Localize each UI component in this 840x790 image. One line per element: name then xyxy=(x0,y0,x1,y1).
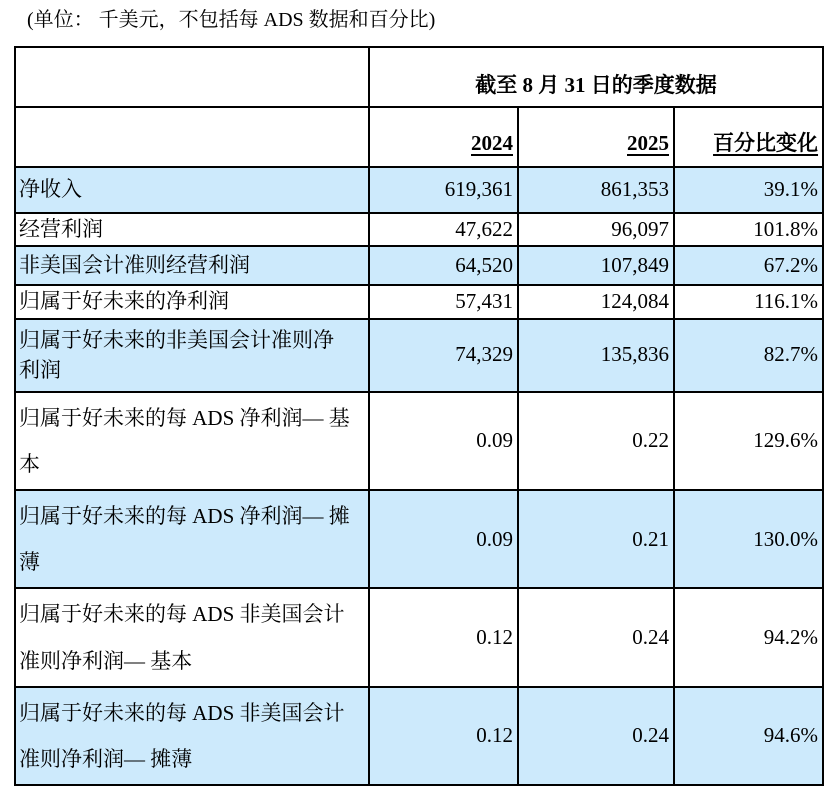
table-row-non-gaap-net-income-per-ads-diluted xyxy=(15,687,823,785)
value-2025: 135,836 xyxy=(518,319,674,392)
pct-change: 39.1% xyxy=(674,167,823,213)
column-header-pct-change xyxy=(674,107,823,167)
row-label: 归属于好未来的每 ADS 净利润— 摊薄 xyxy=(15,490,369,588)
row-label: 归属于好未来的净利润 xyxy=(15,285,369,318)
value-2025: 124,084 xyxy=(518,285,674,318)
value-2025: 861,353 xyxy=(518,167,674,213)
row-label: 经营利润 xyxy=(15,213,369,246)
value-2024: 619,361 xyxy=(369,167,518,213)
value-2024: 47,622 xyxy=(369,213,518,246)
value-2025: 0.24 xyxy=(518,588,674,686)
pct-change: 130.0% xyxy=(674,490,823,588)
pct-change: 82.7% xyxy=(674,319,823,392)
value-2025: 0.24 xyxy=(518,687,674,785)
table-row-operating-income xyxy=(15,213,823,246)
column-header-pct-change-label: 百分比变化 xyxy=(713,130,819,155)
row-label: 净收入 xyxy=(15,167,369,213)
pct-change: 129.6% xyxy=(674,392,823,490)
column-header-row xyxy=(15,107,823,167)
column-header-2025 xyxy=(518,107,674,167)
table-row-net-income xyxy=(15,285,823,318)
value-2025: 0.21 xyxy=(518,490,674,588)
row-label: 归属于好未来的每 ADS 非美国会计准则净利润— 基本 xyxy=(15,588,369,686)
column-header-2025-label: 2025 xyxy=(627,130,669,155)
row-label: 归属于好未来的非美国会计准则净利润 xyxy=(15,319,369,392)
period-header-row xyxy=(15,47,823,107)
pct-change: 94.2% xyxy=(674,588,823,686)
value-2025: 0.22 xyxy=(518,392,674,490)
value-2024: 0.09 xyxy=(369,490,518,588)
row-label: 归属于好未来的每 ADS 净利润— 基本 xyxy=(15,392,369,490)
quarterly-financial-table xyxy=(14,46,824,786)
column-header-2024 xyxy=(369,107,518,167)
table-row-net-revenues xyxy=(15,167,823,213)
value-2024: 64,520 xyxy=(369,246,518,285)
row-label: 归属于好未来的每 ADS 非美国会计准则净利润— 摊薄 xyxy=(15,687,369,785)
unit-note: (单位： 千美元，不包括每 ADS 数据和百分比) xyxy=(27,9,436,31)
table-row-net-income-per-ads-basic xyxy=(15,392,823,490)
pct-change: 116.1% xyxy=(674,285,823,318)
table-row-net-income-per-ads-diluted xyxy=(15,490,823,588)
pct-change: 67.2% xyxy=(674,246,823,285)
value-2024: 0.12 xyxy=(369,588,518,686)
value-2024: 0.12 xyxy=(369,687,518,785)
table-row-non-gaap-net-income xyxy=(15,319,823,392)
pct-change: 101.8% xyxy=(674,213,823,246)
table-row-non-gaap-operating-income xyxy=(15,246,823,285)
header-blank-cell xyxy=(15,47,369,107)
period-header: 截至 8 月 31 日的季度数据 xyxy=(369,47,823,107)
header-blank-cell xyxy=(15,107,369,167)
value-2025: 107,849 xyxy=(518,246,674,285)
value-2024: 74,329 xyxy=(369,319,518,392)
pct-change: 94.6% xyxy=(674,687,823,785)
table-row-non-gaap-net-income-per-ads-basic xyxy=(15,588,823,686)
value-2024: 57,431 xyxy=(369,285,518,318)
row-label: 非美国会计准则经营利润 xyxy=(15,246,369,285)
value-2025: 96,097 xyxy=(518,213,674,246)
column-header-2024-label: 2024 xyxy=(471,130,513,155)
value-2024: 0.09 xyxy=(369,392,518,490)
